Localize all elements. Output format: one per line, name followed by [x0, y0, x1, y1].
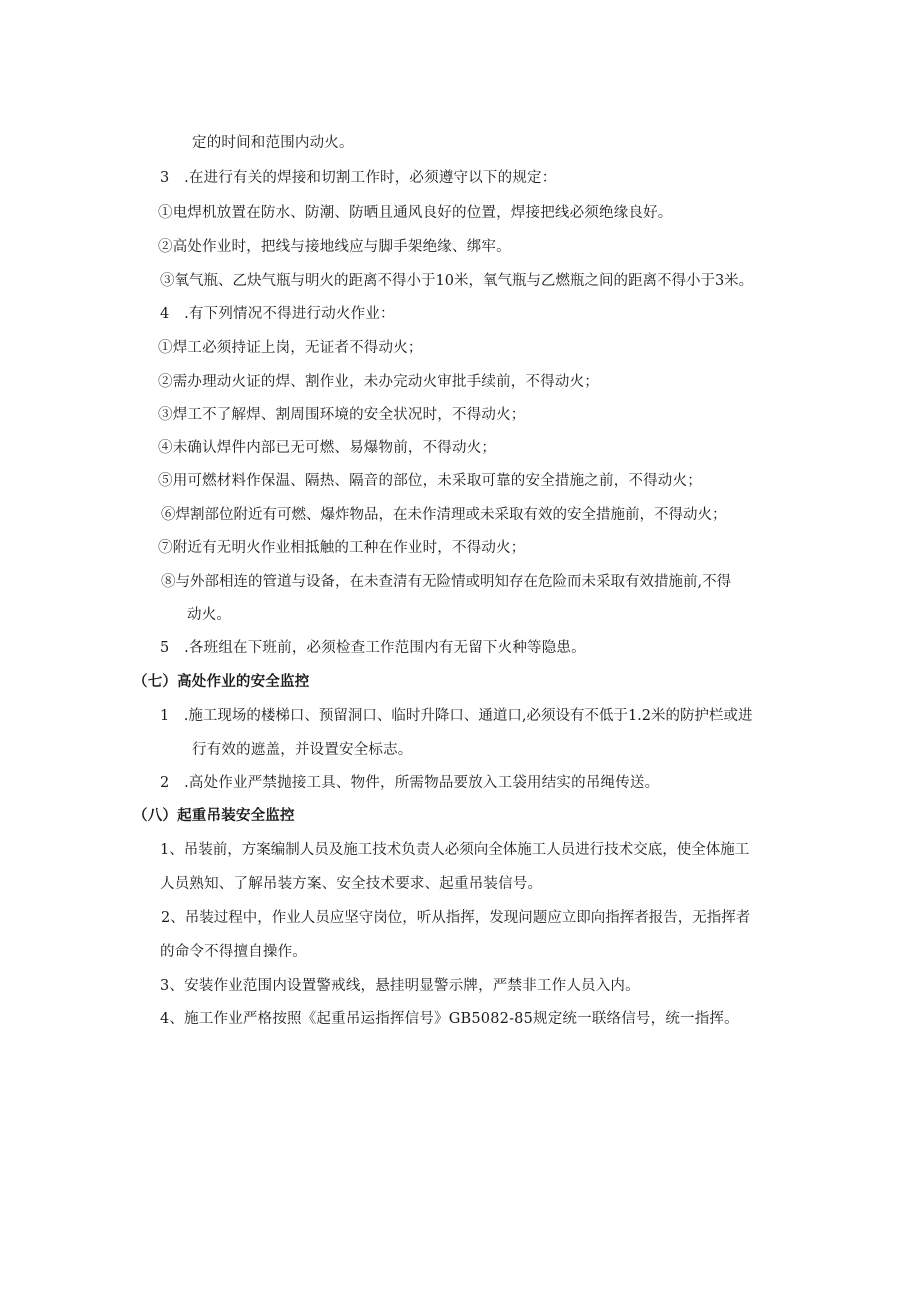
text-line: 动火。 — [187, 607, 232, 623]
list-item-3: 3 .在进行有关的焊接和切割工作时，必须遵守以下的规定： — [160, 170, 557, 186]
list-item-5: 5 .各班组在下班前，必须检查工作范围内有无留下火种等隐患。 — [160, 640, 586, 656]
text-line: ⑧与外部相连的管道与设备，在未查清有无险情或明知存在危险而未采取有效措施前,不得 — [161, 574, 732, 590]
text-line: ①电焊机放置在防水、防潮、防晒且通风良好的位置，焊接把线必须绝缘良好。 — [158, 205, 673, 221]
section-heading-7: （七）高处作业的安全监控 — [133, 674, 310, 690]
text-line: ③氧气瓶、乙炔气瓶与明火的距离不得小于10米，氧气瓶与乙燃瓶之间的距离不得小于3米。 — [160, 273, 754, 289]
list-item-2: 2 .高处作业严禁抛接工具、物件，所需物品要放入工袋用结实的吊绳传送。 — [160, 775, 660, 791]
section-heading-8: （八）起重吊装安全监控 — [133, 808, 295, 824]
text-line: 定的时间和范围内动火。 — [192, 135, 354, 151]
text-line: ⑥焊割部位附近有可燃、爆炸物品，在未作清理或未采取有效的安全措施前，不得动火； — [161, 507, 727, 523]
text-line: ②需办理动火证的焊、割作业，未办完动火审批手续前，不得动火； — [158, 374, 599, 390]
list-item-1: 1 .施工现场的楼梯口、预留洞口、临时升降口、通道口,必须设有不低于1.2米的防护栏或进 — [160, 708, 753, 724]
list-item-4: 4 .有下列情况不得进行动火作业： — [160, 306, 395, 322]
text-line: ①焊工必须持证上岗，无证者不得动火； — [158, 340, 423, 356]
text-line: 4、施工作业严格按照《起重吊运指挥信号》GB5082-85规定统一联络信号，统一指挥。 — [160, 1011, 739, 1027]
text-line: ③焊工不了解焊、割周围环境的安全状况时，不得动火； — [158, 407, 526, 423]
text-line: ⑤用可燃材料作保温、隔热、隔音的部位，未采取可靠的安全措施之前，不得动火； — [158, 473, 702, 489]
text-line: ④未确认焊件内部已无可燃、易爆物前，不得动火； — [158, 440, 497, 456]
text-line: 的命令不得擅自操作。 — [160, 944, 307, 960]
text-line: 3、安装作业范围内设置警戒线，悬挂明显警示牌，严禁非工作人员入内。 — [160, 978, 640, 994]
text-line: ②高处作业时，把线与接地线应与脚手架绝缘、绑牢。 — [158, 239, 511, 255]
text-line: 行有效的遮盖，并设置安全标志。 — [192, 742, 413, 758]
text-line: 1、吊装前，方案编制人员及施工技术负责人必须向全体施工人员进行技术交底，使全体施工 — [160, 842, 750, 858]
text-line: 人员熟知、了解吊装方案、安全技术要求、起重吊装信号。 — [160, 876, 543, 892]
text-line: 2、吊装过程中，作业人员应坚守岗位，听从指挥，发现问题应立即向指挥者报告，无指挥者 — [161, 910, 751, 926]
text-line: ⑦附近有无明火作业相抵触的工种在作业时，不得动火； — [158, 540, 526, 556]
